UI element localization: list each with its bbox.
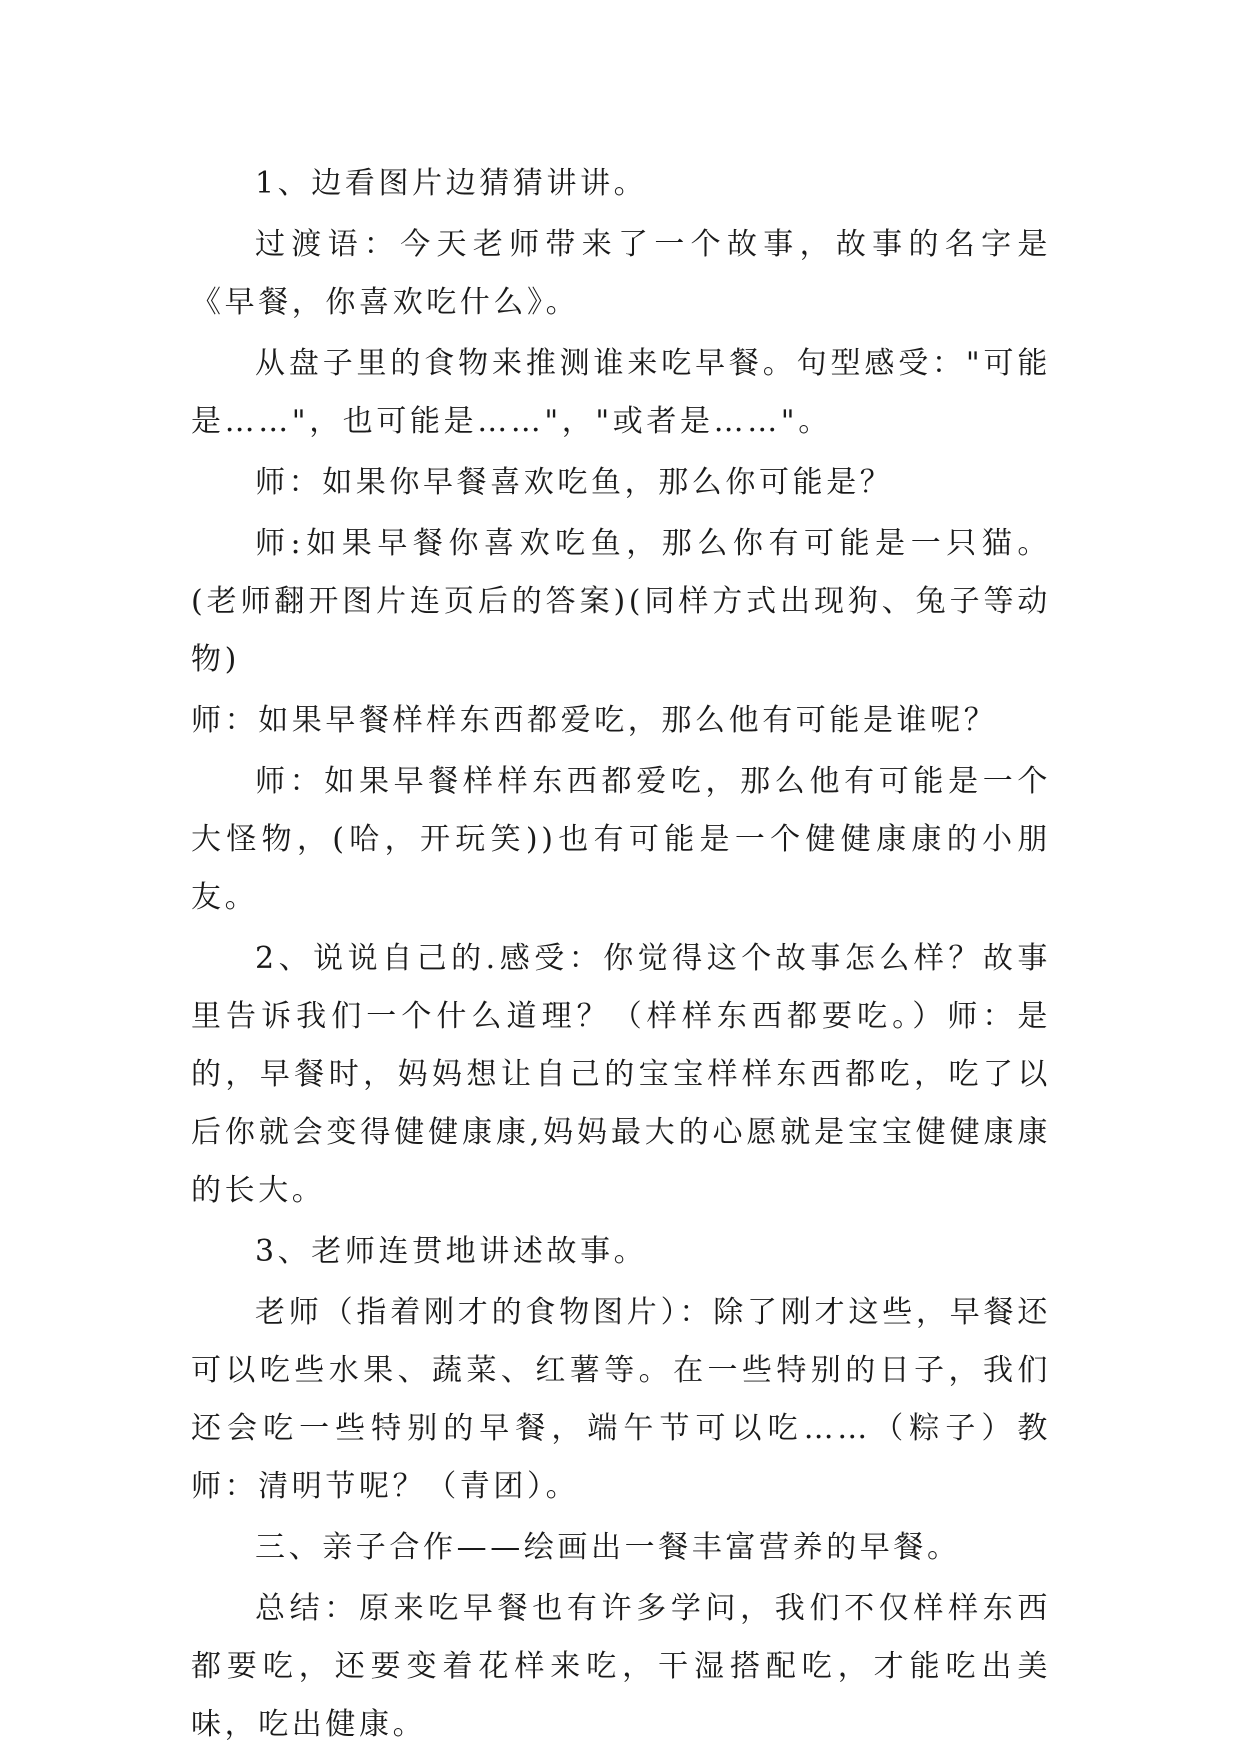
document-page [191, 155, 1051, 1757]
paragraph-1: 1、边看图片边猜猜讲讲。 [255, 166, 648, 201]
paragraph-12: 总结：原来吃早餐也有许多学问，我们不仅样样东西都要吃，还要变着花样来吃，干湿搭配吃，才能吃出美味，吃出健康。 [191, 1591, 1051, 1742]
paragraph-6: 师：如果早餐样样东西都爱吃，那么他有可能是谁呢？ [191, 703, 998, 738]
paragraph-3: 从盘子里的食物来推测谁来吃早餐。句型感受："可能是……"，也可能是……"，"或者是……"。 [191, 346, 1051, 439]
paragraph-7: 师：如果早餐样样东西都爱吃，那么他有可能是一个大怪物，(哈，开玩笑))也有可能是一个健健康康的小朋友。 [191, 764, 1051, 915]
paragraph-2: 过渡语：今天老师带来了一个故事，故事的名字是《早餐，你喜欢吃什么》。 [191, 227, 1051, 320]
paragraph-8: 2、说说自己的.感受：你觉得这个故事怎么样？故事里告诉我们一个什么道理？（样样东西都要吃。）师：是的，早餐时，妈妈想让自己的宝宝样样东西都吃，吃了以后你就会变得健健康康,妈妈最大的心愿就是宝宝健健康康的长大。 [191, 941, 1051, 1208]
paragraph-11: 三、亲子合作——绘画出一餐丰富营养的早餐。 [255, 1530, 961, 1565]
paragraph-4: 师：如果你早餐喜欢吃鱼，那么你可能是？ [255, 465, 894, 500]
paragraph-5: 师:如果早餐你喜欢吃鱼，那么你有可能是一只猫。(老师翻开图片连页后的答案)(同样方式出现狗、兔子等动物) [191, 526, 1051, 677]
paragraph-10: 老师（指着刚才的食物图片）：除了刚才这些，早餐还可以吃些水果、蔬菜、红薯等。在一些特别的日子，我们还会吃一些特别的早餐，端午节可以吃……（粽子）教师：清明节呢？（青团）。 [191, 1295, 1051, 1504]
paragraph-9: 3、老师连贯地讲述故事。 [255, 1234, 648, 1269]
